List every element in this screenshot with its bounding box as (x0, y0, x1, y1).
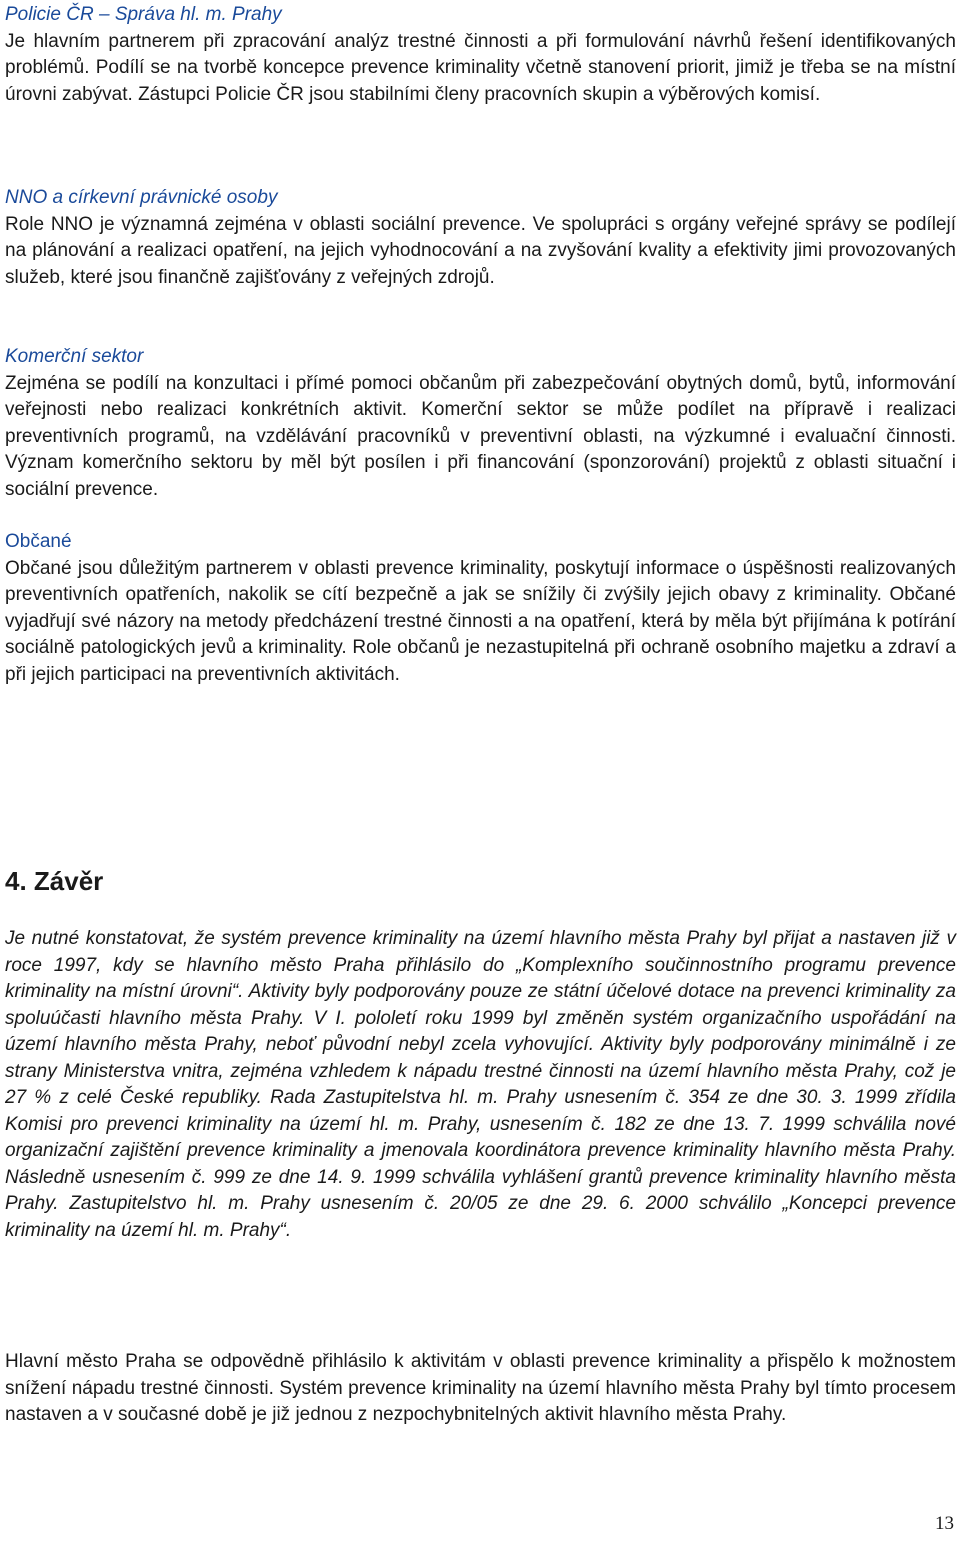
nno-body: Role NNO je významná zejména v oblasti sociální prevence. Ve spolupráci s orgány veřejné správy se podílejí na plánování a realizaci opatření, na jejich vyhodnocování a na zvyšování kvality a efektivity jimi provozovaných služeb, které jsou finančně zajišťovány z veřejných zdrojů. (5, 213, 956, 288)
police-section (5, 2, 956, 108)
citizens-heading: Občané (5, 531, 72, 552)
page-number: 13 (935, 1513, 954, 1534)
citizens-section (5, 529, 956, 688)
police-body: Je hlavním partnerem při zpracování analýz trestné činnosti a při formulování návrhů řešení identifikovaných problémů. Podílí se na tvorbě koncepce prevence kriminality včetně stanovení priorit, jimiž je třeba se na místní úrovni zabývat. Zástupci Policie ČR jsou stabilními členy pracovních skupin a výběrových komisí. (5, 30, 956, 105)
citizens-body: Občané jsou důležitým partnerem v oblasti prevence kriminality, poskytují informace o úspěšnosti realizovaných preventivních opatřeních, nakolik se cítí bezpečně a jak se snížily či zvýšily jejich obavy z kriminality. Občané vyjadřují své názory na metody předcházení trestné činnosti a na opatření, která by měla být přijímána k potírání sociálně patologických jevů a kriminality. Role občanů je nezastupitelná při ochraně osobního majetku a zdraví a při jejich participaci na preventivních aktivitách. (5, 557, 956, 685)
nno-heading: NNO a církevní právnické osoby (5, 187, 278, 208)
commercial-heading: Komerční sektor (5, 346, 144, 367)
conclusion-heading: 4. Závěr (5, 866, 104, 896)
conclusion-paragraph-2: Hlavní město Praha se odpovědně přihlásilo k aktivitám v oblasti prevence kriminality a přispělo k možnostem snížení nápadu trestné činnosti. Systém prevence kriminality na území hlavního města Prahy byl tímto procesem nastaven a v současné době je již jednou z nezpochybnitelných aktivit hlavního města Prahy. (5, 1351, 956, 1425)
nno-section (5, 185, 956, 291)
conclusion-paragraph-1: Je nutné konstatovat, že systém prevence kriminality na území hlavního města Prahy byl přijat a nastaven již v roce 1997, kdy se hlavního město Praha přihlásilo do „Komplexního součinnostního programu prevence kriminality na místní úrovni“. Aktivity byly podporovány pouze ze státní účelové dotace na prevenci kriminality za spoluúčasti hlavního města Prahy. V I. pololetí roku 1999 byl změněn systém organizačního uspořádání na území hlavního města Prahy, neboť původní nebyl zcela vyhovující. Aktivity byly podporovány minimálně i ze strany Ministerstva vnitra, zejména vzhledem k nápadu trestné činnosti na území hlavního města Prahy, což je 27 % z celé České republiky. Rada Zastupitelstva hl. m. Prahy usnesením č. 354 ze dne 30. 3. 1999 zřídila Komisi pro prevenci kriminality na území hl. m. Prahy, usnesením č. 182 ze dne 13. 7. 1999 schválila nové organizační zajištění prevence kriminality a jmenovala koordinátora prevence kriminality hlavního města Prahy. Následně usnesením č. 999 ze dne 14. 9. 1999 schválila vyhlášení grantů prevence kriminality hlavního města Prahy. Zastupitelstvo hl. m. Prahy usnesením č. 20/05 ze dne 29. 6. 2000 schválilo „Koncepci prevence kriminality na území hl. m. Prahy“. (5, 928, 956, 1241)
police-heading: Policie ČR – Správa hl. m. Prahy (5, 4, 282, 25)
commercial-section (5, 344, 956, 503)
commercial-body: Zejména se podílí na konzultaci i přímé pomoci občanům při zabezpečování obytných domů, bytů, informování veřejnosti nebo realizaci konkrétních aktivit. Komerční sektor se může podílet na přípravě i realizaci preventivních programů, na vzdělávání pracovníků v preventivní oblasti, na výzkumné i evaluační činnosti. Význam komerčního sektoru by měl být posílen i při financování (sponzorování) projektů z oblasti situační i sociální prevence. (5, 372, 956, 500)
